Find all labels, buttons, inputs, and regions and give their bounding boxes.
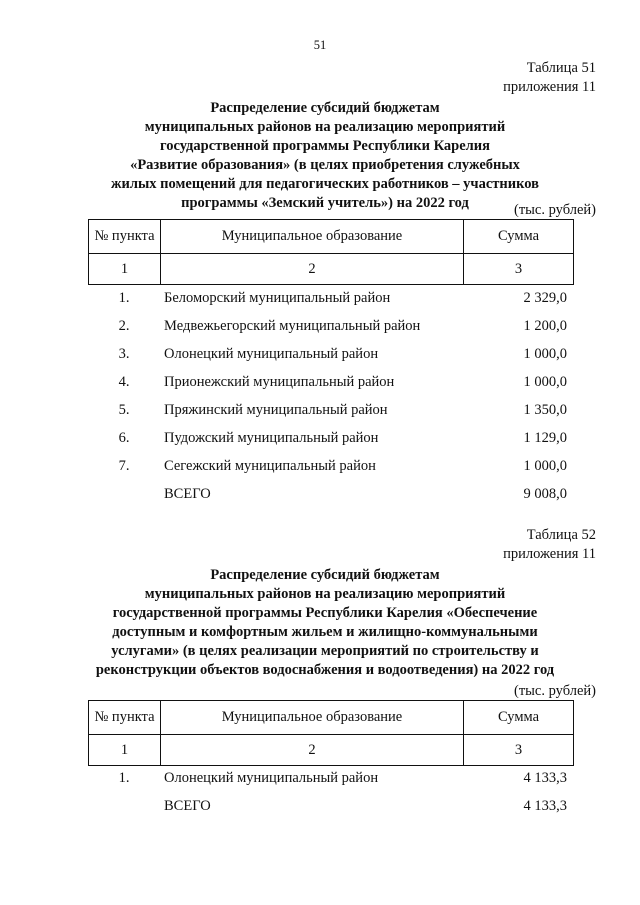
row-number: 1. (118, 290, 130, 306)
row-municipality: Прионежский муниципальный район (164, 374, 395, 390)
table-row (88, 430, 573, 450)
row-municipality: Пудожский муниципальный район (164, 430, 379, 446)
page-number: 51 (313, 38, 327, 52)
table-row (88, 402, 573, 422)
table-51-units: (тыс. рублей) (514, 202, 596, 218)
header-municipality: Муниципальное образование (161, 701, 464, 735)
table-51-title-line: муниципальных районов на реализацию мероприятий (144, 119, 506, 135)
row-sum: 2 329,0 (523, 290, 567, 306)
table-row (88, 458, 573, 478)
table-51-title-line: Распределение субсидий бюджетам (210, 100, 440, 116)
header-municipality: Муниципальное образование (161, 220, 464, 254)
total-sum: 9 008,0 (523, 486, 567, 502)
header-number: № пункта (89, 220, 161, 254)
row-number: 7. (118, 458, 130, 474)
table-row (88, 318, 573, 338)
table-52-label: Таблица 52 (526, 527, 596, 543)
table-52-appendix: приложения 11 (503, 546, 596, 562)
table-52-units: (тыс. рублей) (514, 683, 596, 699)
row-municipality: Сегежский муниципальный район (164, 458, 376, 474)
table-52-title (60, 566, 590, 680)
row-municipality: Пряжинский муниципальный район (164, 402, 388, 418)
row-sum: 1 000,0 (523, 374, 567, 390)
column-number-1: 1 (89, 735, 161, 766)
table-52-header (88, 700, 574, 766)
table-52-title-line: доступным и комфортным жильем и жилищно-коммунальными (112, 624, 538, 640)
header-sum: Сумма (464, 220, 574, 254)
row-sum: 1 000,0 (523, 458, 567, 474)
table-51-header (88, 219, 574, 285)
row-municipality: Медвежьегорский муниципальный район (164, 318, 421, 334)
row-number: 4. (118, 374, 130, 390)
total-label: ВСЕГО (164, 486, 211, 502)
row-municipality: Беломорский муниципальный район (164, 290, 391, 306)
row-sum: 1 200,0 (523, 318, 567, 334)
row-number: 3. (118, 346, 130, 362)
row-number: 2. (118, 318, 130, 334)
total-sum: 4 133,3 (523, 798, 567, 814)
table-row (88, 770, 573, 790)
column-number-3: 3 (464, 254, 574, 285)
table-51-title-line: «Развитие образования» (в целях приобретения служебных (130, 157, 520, 173)
table-51-title-line: жилых помещений для педагогических работников – участников (110, 176, 540, 192)
table-51-label: Таблица 51 (526, 60, 596, 76)
table-row (88, 374, 573, 394)
row-municipality: Олонецкий муниципальный район (164, 770, 379, 786)
row-sum: 1 000,0 (523, 346, 567, 362)
row-municipality: Олонецкий муниципальный район (164, 346, 379, 362)
table-total-row (88, 798, 573, 818)
table-52-title-line: Распределение субсидий бюджетам (210, 567, 440, 583)
row-sum: 4 133,3 (523, 770, 567, 786)
table-51-title-line: государственной программы Республики Карелия (160, 138, 490, 154)
table-52-title-line: государственной программы Республики Карелия «Обеспечение (112, 605, 538, 621)
column-number-1: 1 (89, 254, 161, 285)
table-row (88, 346, 573, 366)
header-sum: Сумма (464, 701, 574, 735)
column-number-2: 2 (161, 254, 464, 285)
total-label: ВСЕГО (164, 798, 211, 814)
table-52-title-line: муниципальных районов на реализацию мероприятий (144, 586, 506, 602)
table-52-title-line: услугами» (в целях реализации мероприятий по строительству и (111, 643, 539, 659)
table-51-appendix: приложения 11 (503, 79, 596, 95)
column-number-2: 2 (161, 735, 464, 766)
table-52-title-line: реконструкции объектов водоснабжения и водоотведения) на 2022 год (95, 662, 555, 678)
row-number: 5. (118, 402, 130, 418)
row-sum: 1 350,0 (523, 402, 567, 418)
table-row (88, 290, 573, 310)
table-51-title (60, 99, 590, 213)
row-number: 6. (118, 430, 130, 446)
column-number-3: 3 (464, 735, 574, 766)
header-number: № пункта (89, 701, 161, 735)
table-51-title-line: программы «Земский учитель») на 2022 год (181, 195, 469, 211)
table-total-row (88, 486, 573, 506)
row-number: 1. (118, 770, 130, 786)
row-sum: 1 129,0 (523, 430, 567, 446)
